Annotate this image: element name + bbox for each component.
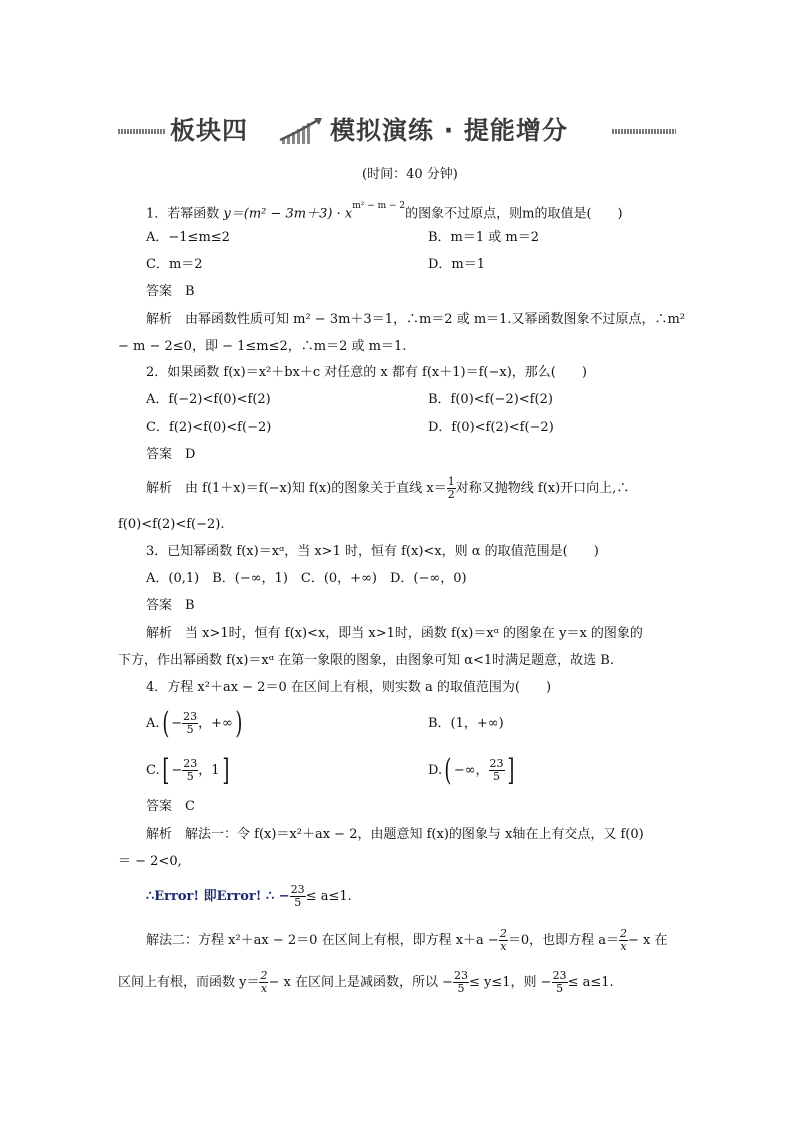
q4-option-d-fraction bbox=[489, 758, 505, 783]
q4-error-text: ∴Error! 即Error! ∴ − bbox=[146, 889, 290, 904]
q4-method2-line1 bbox=[146, 926, 668, 956]
banner-right-rule bbox=[612, 129, 676, 134]
q1-stem-c: 的图象不过原点，则m的取值是( ) bbox=[405, 206, 623, 222]
q4-error-fraction bbox=[290, 884, 306, 909]
q3-stem: 3．已知幂函数 f(x)＝xᵅ，当 x>1 时，恒有 f(x)<x，则 α 的取值范围是( ) bbox=[146, 544, 599, 559]
q4-error-tail: ≤ a≤1. bbox=[305, 889, 352, 904]
q4-option-c-fraction bbox=[182, 758, 198, 783]
q4-option-c-num: 23 bbox=[183, 757, 198, 770]
q4-option-d-den: 5 bbox=[493, 770, 501, 783]
q4-m3-den1: x bbox=[260, 982, 268, 995]
q1-option-a: A．−1≤m≤2 bbox=[146, 230, 230, 245]
q2-option-c: C．f(2)<f(0)<f(−2) bbox=[146, 420, 272, 435]
q4-answer: 答案 C bbox=[146, 799, 195, 814]
q1-option-c: C．m＝2 bbox=[146, 257, 203, 272]
q3-options: A．(0,1) B．(−∞，1) C．(0，+∞) D．(−∞，0) bbox=[146, 571, 467, 586]
q2-fraction bbox=[447, 476, 456, 501]
q2-option-a: A．f(−2)<f(0)<f(2) bbox=[146, 392, 271, 407]
q4-option-a-fraction bbox=[182, 711, 198, 736]
q2-stem: 2．如果函数 f(x)＝x²＋bx＋c 对任意的 x 都有 f(x＋1)＝f(−x)，那么( ) bbox=[146, 365, 587, 380]
q4-option-d-label: D. bbox=[428, 763, 443, 778]
q3-analysis-line2: 下方，作出幂函数 f(x)＝xᵅ 在第一象限的图象，由图象可知 α<1时满足题意，故选 B. bbox=[118, 653, 614, 668]
q4-m2-text-c: − x 在 bbox=[628, 933, 668, 948]
q4-option-c: C.[ − $\frac{23}{5}$ ，1] bbox=[146, 752, 229, 788]
q4-m2-num1: 2 bbox=[499, 927, 507, 940]
banner-left-rule bbox=[118, 129, 166, 134]
q4-option-a-label: A. bbox=[146, 716, 160, 731]
q2-option-b: B．f(0)<f(−2)<f(2) bbox=[428, 392, 553, 407]
q1-analysis-line1: 解析 由幂函数性质可知 m² − 3m＋3＝1，∴m＝2 或 m＝1.又幂函数图象不过原点，∴m² bbox=[146, 312, 686, 327]
q4-m2-fraction-2 bbox=[619, 928, 628, 953]
q4-m2-num2: 2 bbox=[620, 927, 627, 940]
q4-m3-text-b: − x 在区间上是减函数，所以 − bbox=[268, 975, 453, 990]
q4-m2-den2: x bbox=[620, 940, 627, 953]
q4-m3-num3: 23 bbox=[552, 969, 567, 982]
section-banner bbox=[118, 114, 676, 148]
q4-m3-num2: 23 bbox=[454, 969, 468, 982]
q1-analysis-line2: − m − 2≤0，即 − 1≤m≤2，∴m＝2 或 m＝1. bbox=[118, 339, 407, 354]
q1-stem bbox=[146, 201, 623, 223]
q4-option-c-tail: ，1 bbox=[198, 763, 220, 778]
q4-m3-fraction-2 bbox=[453, 970, 469, 995]
q1-answer: 答案 B bbox=[146, 284, 195, 299]
q1-stem-a: 1．若幂函数 bbox=[146, 206, 220, 222]
q4-m3-text-a: 区间上有根，而函数 y＝ bbox=[118, 975, 260, 990]
q2-analysis-line1 bbox=[146, 474, 629, 504]
q4-error-num: 23 bbox=[290, 883, 305, 896]
q4-m2-text-b: ＝0，也即方程 a＝ bbox=[507, 933, 619, 948]
q4-option-d-mid: −∞， bbox=[453, 763, 489, 778]
q2-answer: 答案 D bbox=[146, 447, 196, 462]
q3-answer: 答案 B bbox=[146, 598, 195, 613]
q4-error-den: 5 bbox=[294, 896, 302, 909]
q4-option-c-den: 5 bbox=[186, 770, 194, 783]
rising-bars-icon bbox=[278, 116, 324, 146]
q4-option-a-tail: ，+∞ bbox=[198, 716, 233, 731]
q4-analysis-line1: 解析 解法一：令 f(x)＝x²＋ax − 2，由题意知 f(x)的图象与 x轴在上有交点，又 f(0) bbox=[146, 827, 644, 842]
q1-option-d: D．m＝1 bbox=[428, 257, 486, 272]
q2-fraction-num: 1 bbox=[447, 475, 455, 488]
q2-fraction-den: 2 bbox=[447, 488, 455, 501]
q4-option-b: B．(1，+∞) bbox=[428, 716, 504, 731]
banner-part-two: 模拟演练 · 提能增分 bbox=[330, 116, 568, 145]
q4-option-a: A.( − $\frac{23}{5}$ ，+∞) bbox=[146, 705, 243, 741]
q2-analysis-text-a: 解析 由 f(1＋x)＝f(−x)知 f(x)的图象关于直线 x＝ bbox=[146, 481, 447, 496]
q1-exponent: m² − m − 2 bbox=[352, 201, 406, 211]
q4-m2-fraction-1 bbox=[499, 928, 508, 953]
q4-option-d: D.( −∞， $\frac{23}{5}$ ] bbox=[428, 752, 514, 788]
q4-method2-line2 bbox=[118, 968, 614, 998]
q3-analysis-line1: 解析 当 x>1时，恒有 f(x)<x，即当 x>1时，函数 f(x)＝xᵅ 的图象在 y＝x 的图象的 bbox=[146, 626, 643, 641]
q1-option-b: B．m＝1 或 m＝2 bbox=[428, 230, 540, 245]
q4-m3-text-c: ≤ y≤1，则 − bbox=[469, 975, 552, 990]
q4-m2-den1: x bbox=[500, 940, 507, 953]
q4-m3-text-d: ≤ a≤1. bbox=[567, 975, 614, 990]
q4-m3-fraction-3 bbox=[552, 970, 568, 995]
q4-m3-den3: 5 bbox=[556, 982, 564, 995]
q4-option-c-label: C. bbox=[146, 763, 160, 778]
q2-analysis-text-b: 对称又抛物线 f(x)开口向上,∴ bbox=[455, 481, 630, 496]
q4-stem: 4．方程 x²＋ax − 2＝0 在区间上有根，则实数 a 的取值范围为( ) bbox=[146, 680, 552, 695]
q4-option-a-den: 5 bbox=[186, 723, 194, 736]
q4-m3-den2: 5 bbox=[457, 982, 465, 995]
q4-m3-num1: 2 bbox=[260, 969, 268, 982]
banner-part-one: 板块四 bbox=[170, 116, 249, 145]
q4-analysis-line2: ＝ − 2<0, bbox=[118, 854, 182, 869]
q4-option-a-num: 23 bbox=[183, 710, 198, 723]
q4-option-d-num: 23 bbox=[489, 757, 504, 770]
time-note: (时间：40 分钟) bbox=[362, 167, 458, 182]
q4-m2-text-a: 解法二：方程 x²＋ax − 2＝0 在区间上有根，即方程 x＋a − bbox=[146, 933, 499, 948]
q2-analysis-line2: f(0)<f(2)<f(−2). bbox=[118, 517, 225, 532]
q4-error-line bbox=[146, 882, 352, 912]
q1-stem-b: y＝(m² − 3m＋3) · x bbox=[223, 206, 353, 222]
q2-option-d: D．f(0)<f(2)<f(−2) bbox=[428, 420, 554, 435]
